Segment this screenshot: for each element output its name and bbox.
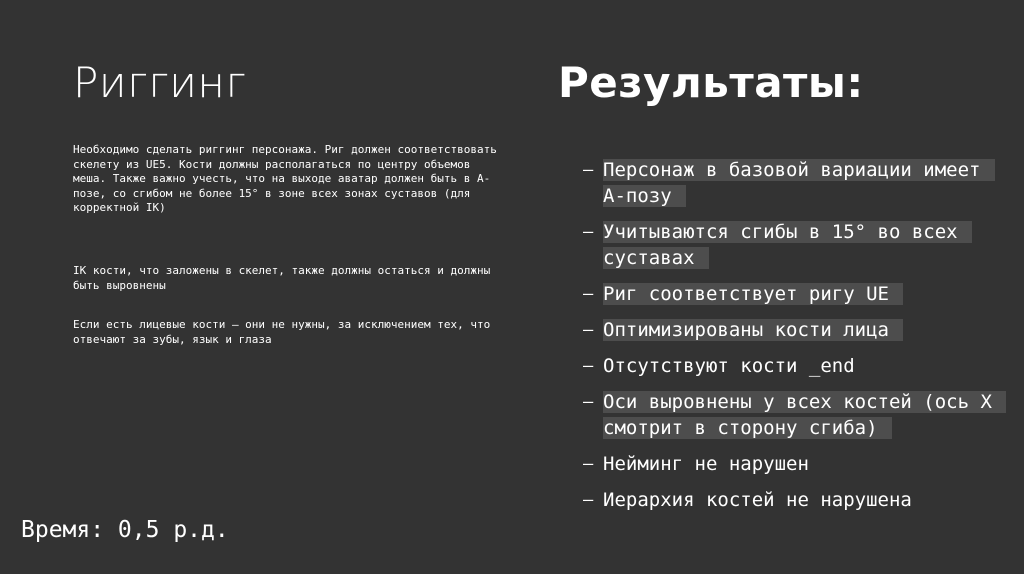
dash-bullet: – [583,454,594,474]
result-text: Риг соответствует ригу UE [603,283,903,305]
left-title: Риггинг [73,58,247,107]
time-estimate: Время: 0,5 р.д. [21,517,229,543]
result-text: Нейминг не нарушен [603,453,809,475]
dash-bullet: – [583,392,594,412]
dash-bullet: – [583,160,594,180]
result-item [583,353,1003,379]
result-text: Отсутствуют кости _end [603,355,855,377]
result-text: Иерархия костей не нарушена [603,489,912,511]
dash-bullet: – [583,356,594,376]
result-item [583,389,1003,441]
result-item [583,157,1003,209]
task-description-paragraph: Необходимо сделать риггинг персонажа. Риг должен соответствовать скелету из UE5. Кости должны располагаться по центру объемов меша. Также важно учесть, что на выходе аватар должен быть в A-позе, со сгибом не более 15° в зоне всех зонах суставов (для корректной IK) [73,143,497,214]
result-item [583,219,1003,271]
dash-bullet: – [583,320,594,340]
ik-bones-paragraph: IK кости, что заложены в скелет, также должны остаться и должны быть выровнены [73,264,491,292]
facial-bones-paragraph: Если есть лицевые кости – они не нужны, за исключением тех, что отвечают за зубы, язык и глаза [73,318,491,346]
result-text: Учитываются сгибы в 15° во всех суставах [603,221,972,269]
dash-bullet: – [583,284,594,304]
result-text: Персонаж в базовой вариации имеет A-позу [603,159,995,207]
results-list [583,157,1003,523]
dash-bullet: – [583,490,594,510]
dash-bullet: – [583,222,594,242]
result-text: Оси выровнены у всех костей (ось X смотрит в сторону сгиба) [603,391,1006,439]
result-item [583,281,1003,307]
result-item [583,451,1003,477]
result-text: Оптимизированы кости лица [603,319,903,341]
right-title: Результаты: [558,58,864,107]
result-item [583,487,1003,513]
result-item [583,317,1003,343]
